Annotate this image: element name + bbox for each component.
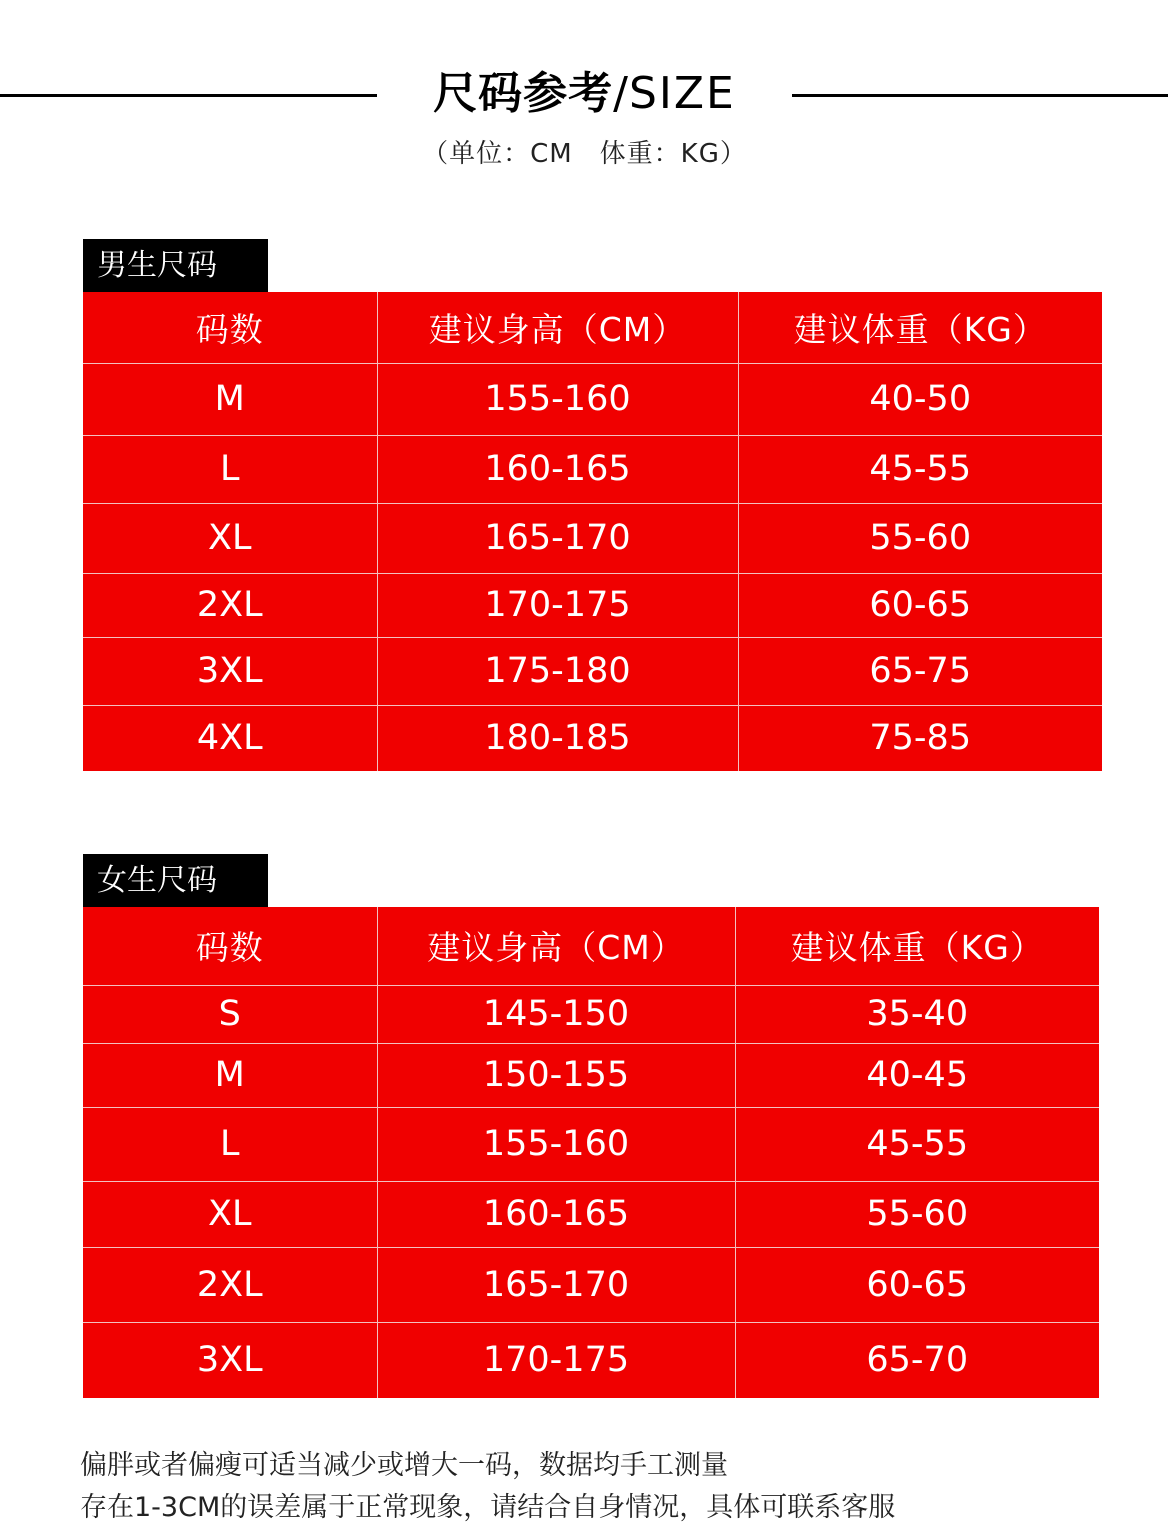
weight-cell: 40-50	[738, 363, 1102, 435]
height-cell: 170-175	[377, 573, 738, 637]
unit-note: （单位：CM 体重：KG）	[422, 139, 747, 169]
height-cell: 170-175	[377, 1322, 735, 1398]
footnote-line-2: 存在1-3CM的误差属于正常现象，请结合自身情况，具体可联系客服	[80, 1492, 896, 1523]
size-cell: L	[83, 435, 377, 503]
size-cell: 2XL	[83, 573, 377, 637]
table-row	[83, 503, 1102, 573]
size-cell: L	[83, 1107, 377, 1181]
size-cell: XL	[83, 503, 377, 573]
footnote-line-1: 偏胖或者偏瘦可适当减少或增大一码，数据均手工测量	[80, 1450, 728, 1481]
men-size-table	[83, 292, 1102, 771]
height-cell: 155-160	[377, 1107, 735, 1181]
weight-cell: 60-65	[738, 573, 1102, 637]
table-row	[83, 363, 1102, 435]
size-cell: 3XL	[83, 637, 377, 705]
size-cell: 4XL	[83, 705, 377, 771]
women-section-tag: 女生尺码	[83, 854, 268, 907]
title-divider-right	[792, 94, 1168, 97]
column-header-size: 码数	[83, 907, 377, 985]
weight-cell: 60-65	[735, 1247, 1099, 1322]
size-cell: 3XL	[83, 1322, 377, 1398]
weight-cell: 65-70	[866, 1340, 969, 1381]
table-row	[83, 1181, 1099, 1247]
title-divider-left	[0, 94, 377, 97]
table-row	[83, 1247, 1099, 1322]
column-header-height: 建议身高（CM）	[377, 907, 735, 985]
weight-cell: 65-75	[738, 637, 1102, 705]
page-title	[377, 62, 792, 126]
size-cell: M	[83, 363, 377, 435]
women-size-table	[83, 907, 1099, 1398]
weight-cell: 45-55	[738, 435, 1102, 503]
weight-cell: 40-45	[735, 1043, 1099, 1107]
column-header-weight: 建议体重（KG）	[735, 907, 1099, 985]
height-cell: 160-165	[377, 1181, 735, 1247]
weight-cell: 55-60	[735, 1181, 1099, 1247]
height-cell: 160-165	[377, 435, 738, 503]
table-row	[83, 637, 1102, 705]
column-header-height: 建议身高（CM）	[377, 292, 738, 363]
table-row	[83, 435, 1102, 503]
height-cell: 150-155	[377, 1043, 735, 1107]
table-row	[83, 705, 1102, 771]
weight-cell: 75-85	[869, 718, 972, 759]
size-cell: M	[83, 1043, 377, 1107]
weight-cell: 45-55	[735, 1107, 1099, 1181]
height-cell: 165-170	[377, 503, 738, 573]
page-title-en: SIZE	[628, 68, 736, 119]
table-header-row	[83, 907, 1099, 985]
size-cell: XL	[83, 1181, 377, 1247]
page-title-cn: 尺码参考	[433, 68, 614, 119]
height-cell: 145-150	[377, 985, 735, 1043]
column-header-weight: 建议体重（KG）	[738, 292, 1102, 363]
table-row	[83, 1043, 1099, 1107]
table-row	[83, 1107, 1099, 1181]
weight-cell: 35-40	[735, 985, 1099, 1043]
size-cell: S	[83, 985, 377, 1043]
table-row	[83, 1322, 1099, 1398]
weight-cell: 55-60	[738, 503, 1102, 573]
height-cell: 180-185	[377, 705, 738, 771]
table-row	[83, 573, 1102, 637]
height-cell: 155-160	[377, 363, 738, 435]
height-cell: 165-170	[377, 1247, 735, 1322]
column-header-size: 码数	[83, 292, 377, 363]
men-section-tag: 男生尺码	[83, 239, 268, 292]
height-cell: 175-180	[377, 637, 738, 705]
page-title-slash: /	[613, 68, 629, 119]
table-row	[83, 985, 1099, 1043]
size-cell: 2XL	[83, 1247, 377, 1322]
table-header-row	[83, 292, 1102, 363]
